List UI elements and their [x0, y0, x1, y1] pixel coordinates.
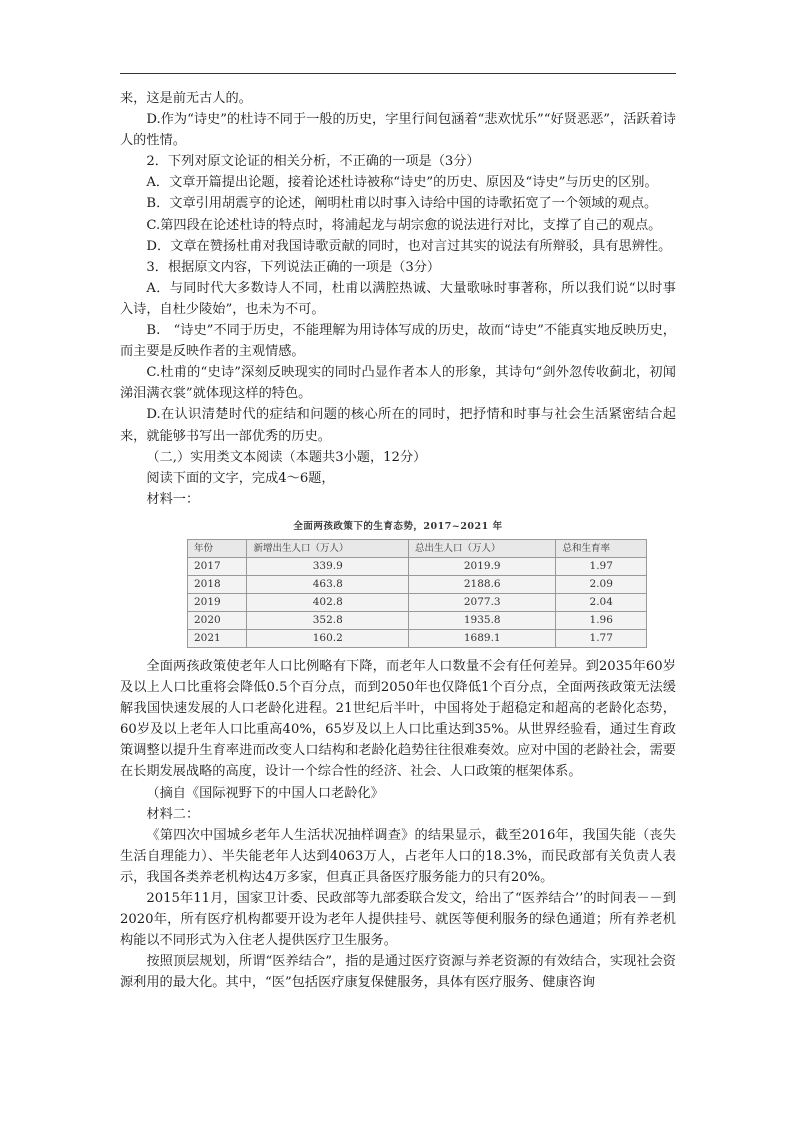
table-row [188, 557, 647, 575]
document-body [120, 88, 676, 993]
paragraph: D．文章在赞扬杜甫对我国诗歌贡献的同时，也对言过其实的说法有所辩驳，具有思辨性。 [146, 238, 672, 254]
table-row [188, 611, 647, 629]
table-cell: 1.77 [556, 629, 647, 647]
table-cell: 402.8 [247, 593, 409, 611]
paragraph: D.作为“诗史”的杜诗不同于一般的历史，字里行间包涵着“悲欢忧乐”“好贤恶恶”，活跃着诗人的性情。 [120, 112, 676, 149]
table-cell: 2020 [188, 611, 247, 629]
paragraph: 阅读下面的文字，完成4～6题， [146, 470, 335, 486]
table-cell: 1689.1 [409, 629, 556, 647]
table-body [188, 557, 647, 647]
table-header-row [188, 539, 647, 557]
table-cell: 2.09 [556, 575, 647, 593]
table-cell: 2188.6 [409, 575, 556, 593]
table-cell: 463.8 [247, 575, 409, 593]
table-header-cell: 总出生人口（万人） [409, 539, 556, 557]
table-cell: 2077.3 [409, 593, 556, 611]
paragraph: C.杜甫的“史诗”深刻反映现实的同时凸显作者本人的形象，其诗句“剑外忽传收蓟北，初闻涕泪满衣裳”就体现这样的特色。 [120, 365, 676, 402]
table-cell: 2019.9 [409, 557, 556, 575]
passage-bottom [120, 656, 676, 994]
table-cell: 2017 [188, 557, 247, 575]
table-header-cell: 总和生育率 [556, 539, 647, 557]
paragraph: （摘自《国际视野下的中国人口老龄化》 [146, 785, 384, 801]
paragraph: 全面两孩政策使老年人口比例略有下降，而老年人口数量不会有任何差异。到2035年60岁及以上人口比重将会降低0.5个百分点，而到2050年也仅降低1个百分点，全面两孩政策无法缓解我国快速发展的人口老龄化进程。21世纪后半叶，中国将处于超稳定和超高的老龄化态势，60岁及以上老年人口比重高40%，65岁及以上人口比重达到35%。从世界经验看，通过生育政策调整以提升生育率进而改变人口结构和老龄化趋势往往很难奏效。应对中国的老龄社会，需要在长期发展战略的高度，设计一个综合性的经济、社会、人口政策的框架体系。 [120, 658, 676, 780]
birth-data-table [187, 539, 647, 648]
paragraph: B. “诗史”不同于历史，不能理解为用诗体写成的历史，故而“诗史”不能真实地反映历史，而主要是反映作者的主观情感。 [120, 323, 676, 360]
paragraph: A．与同时代大多数诗人不同，杜甫以满腔热诚、大量歌咏时事著称，所以我们说“以时事入诗，自杜少陵始”，也未为不可。 [120, 280, 676, 317]
table-cell: 160.2 [247, 629, 409, 647]
table-row [188, 629, 647, 647]
paragraph: 来，这是前无古人的。 [120, 91, 252, 106]
table-cell: 339.9 [247, 557, 409, 575]
paragraph: 《第四次中国城乡老年人生活状况抽样调查》的结果显示，截至2016年，我国失能（丧失生活自理能力）、半失能老年人达到4063万人，占老年人口的18.3%，而民政部有关负责人表示，我国各类养老机构达4万多家，但真正具备医疗服务能力的只有20%。 [120, 827, 676, 885]
paragraph: D.在认识清楚时代的症结和问题的核心所在的同时，把抒情和时事与社会生活紧密结合起来，就能够书写出一部优秀的历史。 [120, 407, 676, 444]
paragraph: （二,）实用类文本阅读（本题共3小题，12分） [146, 449, 427, 465]
passage-top [120, 88, 676, 510]
paragraph: 2015年11月，国家卫计委、民政部等九部委联合发文，给出了“医养结合’’的时间表－－到2020年，所有医疗机构都要开设为老年人提供挂号、就医等便利服务的绿色通道；所有养老机构能以不同形式为入住老人提供医疗卫生服务。 [120, 891, 676, 949]
table-cell: 2019 [188, 593, 247, 611]
table-caption: 全面两孩政策下的生育态势，2017~2021 年 [293, 520, 503, 532]
table-header-cell: 年份 [188, 539, 247, 557]
table-cell: 2.04 [556, 593, 647, 611]
paragraph: C.第四段在论述杜诗的特点时，将浦起龙与胡宗愈的说法进行对比，支撑了自己的观点。 [146, 217, 662, 233]
table-cell: 1.96 [556, 611, 647, 629]
header-rule [120, 73, 676, 74]
paragraph: B．文章引用胡震亨的论述，阐明杜甫以时事入诗给中国的诗歌拓宽了一个领域的观点。 [146, 196, 658, 212]
paragraph: 材料二： [146, 806, 200, 822]
table-cell: 1935.8 [409, 611, 556, 629]
paragraph: 2．下列对原文论证的相关分析，不正确的一项是（3分） [146, 154, 480, 170]
table-cell: 2018 [188, 575, 247, 593]
table-header-cell: 新增出生人口（万人） [247, 539, 409, 557]
table-row [188, 575, 647, 593]
table-cell: 2021 [188, 629, 247, 647]
table-row [188, 593, 647, 611]
table-cell: 352.8 [247, 611, 409, 629]
paragraph: 3．根据原文内容，下列说法正确的一项是（3分） [146, 259, 441, 275]
paragraph: 按照顶层规划，所谓“医养结合”，指的是通过医疗资源与养老资源的有效结合，实现社会资源利用的最大化。其中，“医”包括医疗康复保健服务，具体有医疗服务、健康咨询 [120, 954, 676, 991]
paragraph: 材料一： [146, 491, 200, 507]
paragraph: A．文章开篇提出论题，接着论述杜诗被称“诗史”的历史、原因及“诗史”与历史的区别。 [146, 175, 658, 191]
table-cell: 1.97 [556, 557, 647, 575]
